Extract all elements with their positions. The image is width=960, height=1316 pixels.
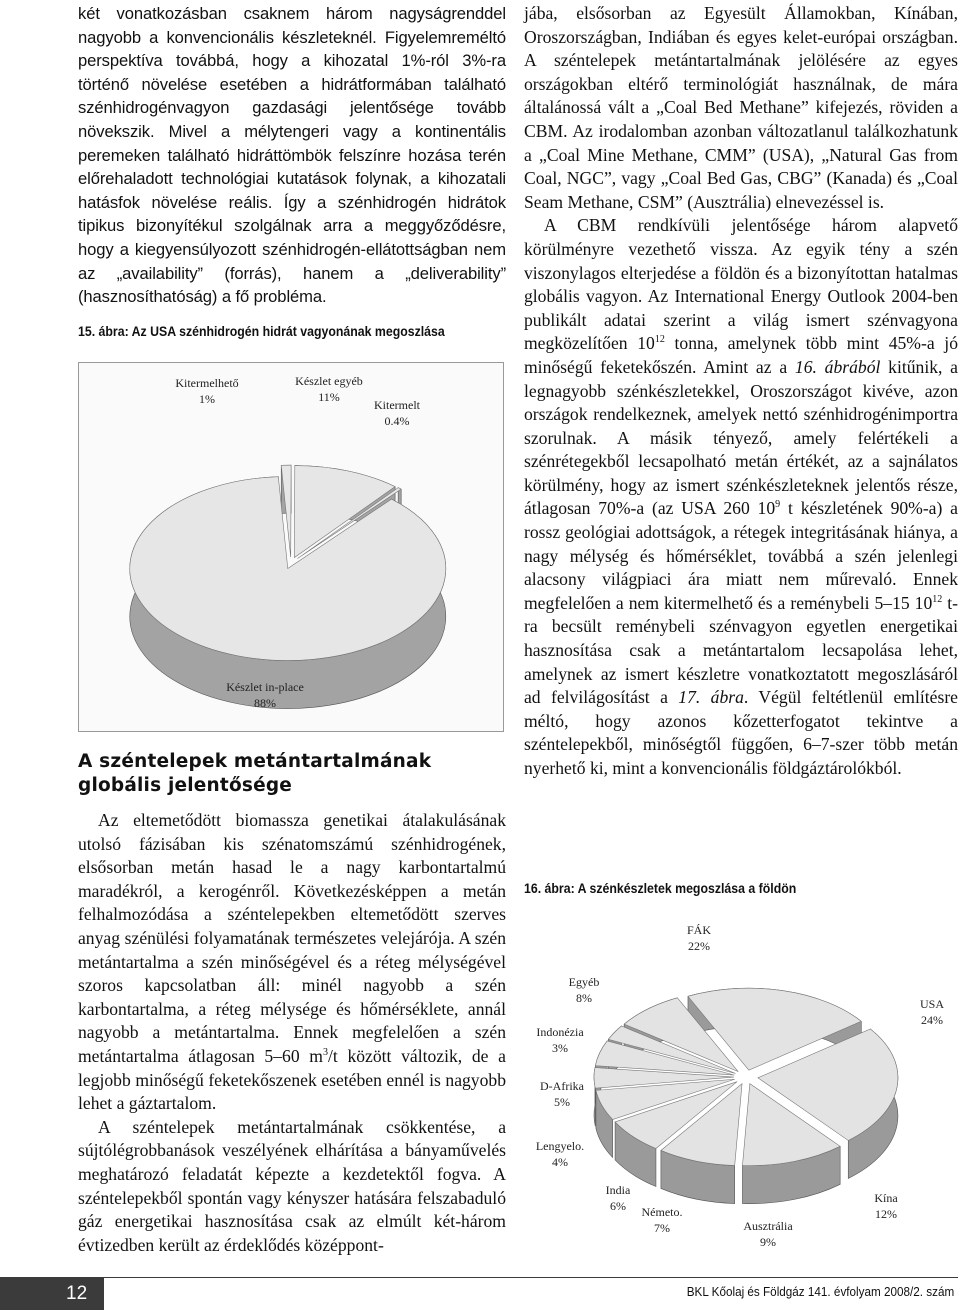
footer-publication: BKL Kőolaj és Földgáz 141. évfolyam 2008/2. szám [686, 1284, 954, 1299]
slice-label-f16-1: USA [919, 997, 945, 1011]
page-number: 12 [66, 1283, 88, 1304]
slice-value-f16-9: 8% [576, 991, 592, 1005]
slice-value-f16-7: 5% [554, 1095, 570, 1109]
slice-label-f16-6: Lengyelo. [535, 1139, 585, 1153]
right-paragraph-1: jába, elsősorban az Egyesült Államokban, Kínában, Oroszországban, Indiában és egyes kelet-európai országban. A széntelepek metántartalmának jelölésére az egyes országokban eltérő terminológiát használnak, de mára általánossá vált a „Coal Bed Methane” kifejezés, röviden a CBM. Az irodalomban azonban változatlanul találkozhatunk a „Coal Mine Methane, CMM” (USA), „Natural Gas from Coal, NGC”, vagy „Coal Bed Gas, CBG” (Kanada) és „Coal Seam Methane, CSM” (Ausztrália) elnevezéssel is. [524, 3, 958, 212]
fig17-reference: 17. ábra [678, 687, 744, 708]
slice-value-f16-5: 6% [610, 1199, 626, 1213]
slice-label-f16-9: Egyéb [568, 975, 600, 989]
rp2-b: tonna, amelynek több mint 45%-a jó minőségű feketekőszén. Amint az a [524, 333, 958, 377]
slice-value-f16-6: 4% [552, 1155, 568, 1169]
footer-rule [104, 1277, 958, 1278]
slice-value-keszlet-in-place: 88% [254, 696, 276, 710]
slice-label-kitermelt: Kitermelt [374, 398, 420, 412]
slice-label-f16-5: India [605, 1183, 631, 1197]
slice-value-f16-4: 7% [654, 1221, 670, 1235]
slice-label-f16-7: D-Afrika [540, 1079, 584, 1093]
slice-label-f16-0: FÁK [686, 923, 712, 937]
slice-label-f16-3: Ausztrália [743, 1219, 793, 1233]
rp2-f: . Végül feltétlenül említésre méltó, hogy azonos kőzetterfogatot tekintve a széntelepekből, minőségtől függően, 6–7-szer több metán nyerhető ki, mint a konvencionális földgáztárolókból. [524, 687, 958, 778]
slice-value-f16-1: 24% [921, 1013, 943, 1027]
left-paragraph-1: két vonatkozásban csaknem három nagyságrenddel nagyobb a konvencionális készleteknél. Figyelemreméltó perspektíva továbbá, hogy a kihozatal 1%-ról 3%-ra történő növelése esetében a hidrátformában található szénhidrogénvagyon gazdasági jelentősége tovább növekszik. Mivel a mélytengeri vagy a kontinentális peremeken található hidráttömbök felszínre hozása terén előrehaladott technológiai kutatások folynak, a kihozatali hatásfok növelése reális. Így a szénhidrogén hidrátok tipikus bizonyítékul szolgálnak arra a meggyőződésre, hogy a kiegyensúlyozott szénhidrogén-ellátottságban nem az „availability” (forrás), hanem a „deliverability” (hasznosíthatóság) a fő probléma. [78, 4, 506, 307]
figure-15-caption: 15. ábra: Az USA szénhidrogén hidrát vagyonának megoszlása [78, 323, 445, 339]
figure-16-caption: 16. ábra: A szénkészletek megoszlása a földön [524, 880, 797, 896]
slice-label-keszlet-egyeb: Készlet egyéb [295, 374, 363, 388]
figure-16-pie-chart [524, 912, 958, 1252]
rp2-c: kitűnik, a legnagyobb szénkészletekkel, Oroszországot kivéve, azon országok rendelkeznek, amelyek nettó szénhidrogénimportra szorulnak. A másik tényező, amely felértékeli a szénrétegekből lecsapolható metán értékét, az a sajnálatos körülmény, hogy az ismert szénkészleteknek jelentős része, átlagosan 70%-a (az USA 260 10 [524, 356, 958, 519]
slice-label-keszlet-in-place: Készlet in-place [226, 680, 304, 694]
section-heading: A széntelepek metántartalmának globális jelentősége [78, 751, 432, 796]
fig16-reference: 16. ábrából [794, 356, 881, 377]
rp2-a: A CBM rendkívüli jelentősége három alapvető körülményre vezethető vissza. Az egyik tény a szén viszonylagos elterjedése a földön és a bizonyítottan hatalmas globális vagyon. Az International Energy Outlook 2004-ben publikált adatai szerint a világ ismert szénvagyona megközelítően 10 [524, 215, 958, 354]
slice-value-f16-2: 12% [875, 1207, 897, 1221]
para2-text: Az eltemetődött biomassza genetikai átalakulásának utolsó fázisában kis szénatomszámú szénhidrogének, elsősorban metán hasad le a nagy karbontartalmú maradékról, a kerogénről. Következésképpen a metán felhalmozódása a széntelepekben eltemetődött szerves anyag szénülési folyamatának természetes velejárója. A szén metántartalma a szén minőségével és a réteg mélységével szoros kapcsolatban áll: minél nagyobb a szén karbontartalma, a réteg mélysége és hőmérséklete, annál nagyobb a metántartalma. Ennek megfelelően a szén metántartalma átlagosan 5–60 m [78, 810, 506, 1066]
slice-value-f16-0: 22% [688, 939, 710, 953]
right-paragraph-2 [524, 214, 958, 780]
rp2-sup2: 9 [775, 499, 781, 511]
slice-label-f16-8: Indonézia [536, 1025, 584, 1039]
rp2-sup1: 12 [654, 334, 665, 346]
rp2-e: t-ra becsült reménybeli szénvagyon egyetlen energetikai hasznosítása csak a metántartalom lecsapolása lehet, amelynek az ismert készletre vonatkoztatott megoszlásáról ad felvilágosítást a [524, 592, 959, 708]
slice-value-kitermelheto: 1% [199, 392, 215, 406]
page-number-badge [0, 1277, 104, 1310]
rp2-d: t készletének 90%-a) a rossz geológiai adottságok, a rétegek integritásának hiánya, a nagy mélység és hőmérséklet, továbbá a szén jelenlegi alacsony világpiaci ára miatt nem műrevaló. Ennek megfelelően a nem kitermelhető és a reménybeli 5–15 10 [524, 498, 958, 613]
left-paragraph-2 [78, 809, 506, 1116]
para2-superscript: 3 [323, 1046, 328, 1058]
slice-value-f16-3: 9% [760, 1235, 776, 1249]
slice-label-f16-2: Kína [874, 1191, 898, 1205]
rp2-sup3: 12 [932, 593, 943, 605]
figure-15-pie-chart [79, 363, 503, 731]
figure-15-frame [78, 362, 504, 732]
slice-value-keszlet-egyeb: 11% [318, 390, 340, 404]
slice-label-f16-4: Németo. [641, 1205, 683, 1219]
slice-value-f16-8: 3% [552, 1041, 568, 1055]
para2-text-end: /t között változik, de a legjobb minőségű feketekőszenek esetében ennél is nagyobb lehet a gáztartalom. [78, 1045, 506, 1114]
left-paragraph-3: A széntelepek metántartalmának csökkentése, a sújtólégrobbanások veszélyének elhárítása a bányaművelés meghatározó feladatát képezte a kezdetektől fogva. A széntelepekből spontán vagy kényszer hatására felszabaduló gáz energetikai hasznosítása csak az elmúlt két-három évtizedben került az érdeklődés középpont- [78, 1116, 506, 1255]
slice-label-kitermelheto: Kitermelhető [175, 376, 239, 390]
slice-value-kitermelt: 0.4% [384, 414, 410, 428]
